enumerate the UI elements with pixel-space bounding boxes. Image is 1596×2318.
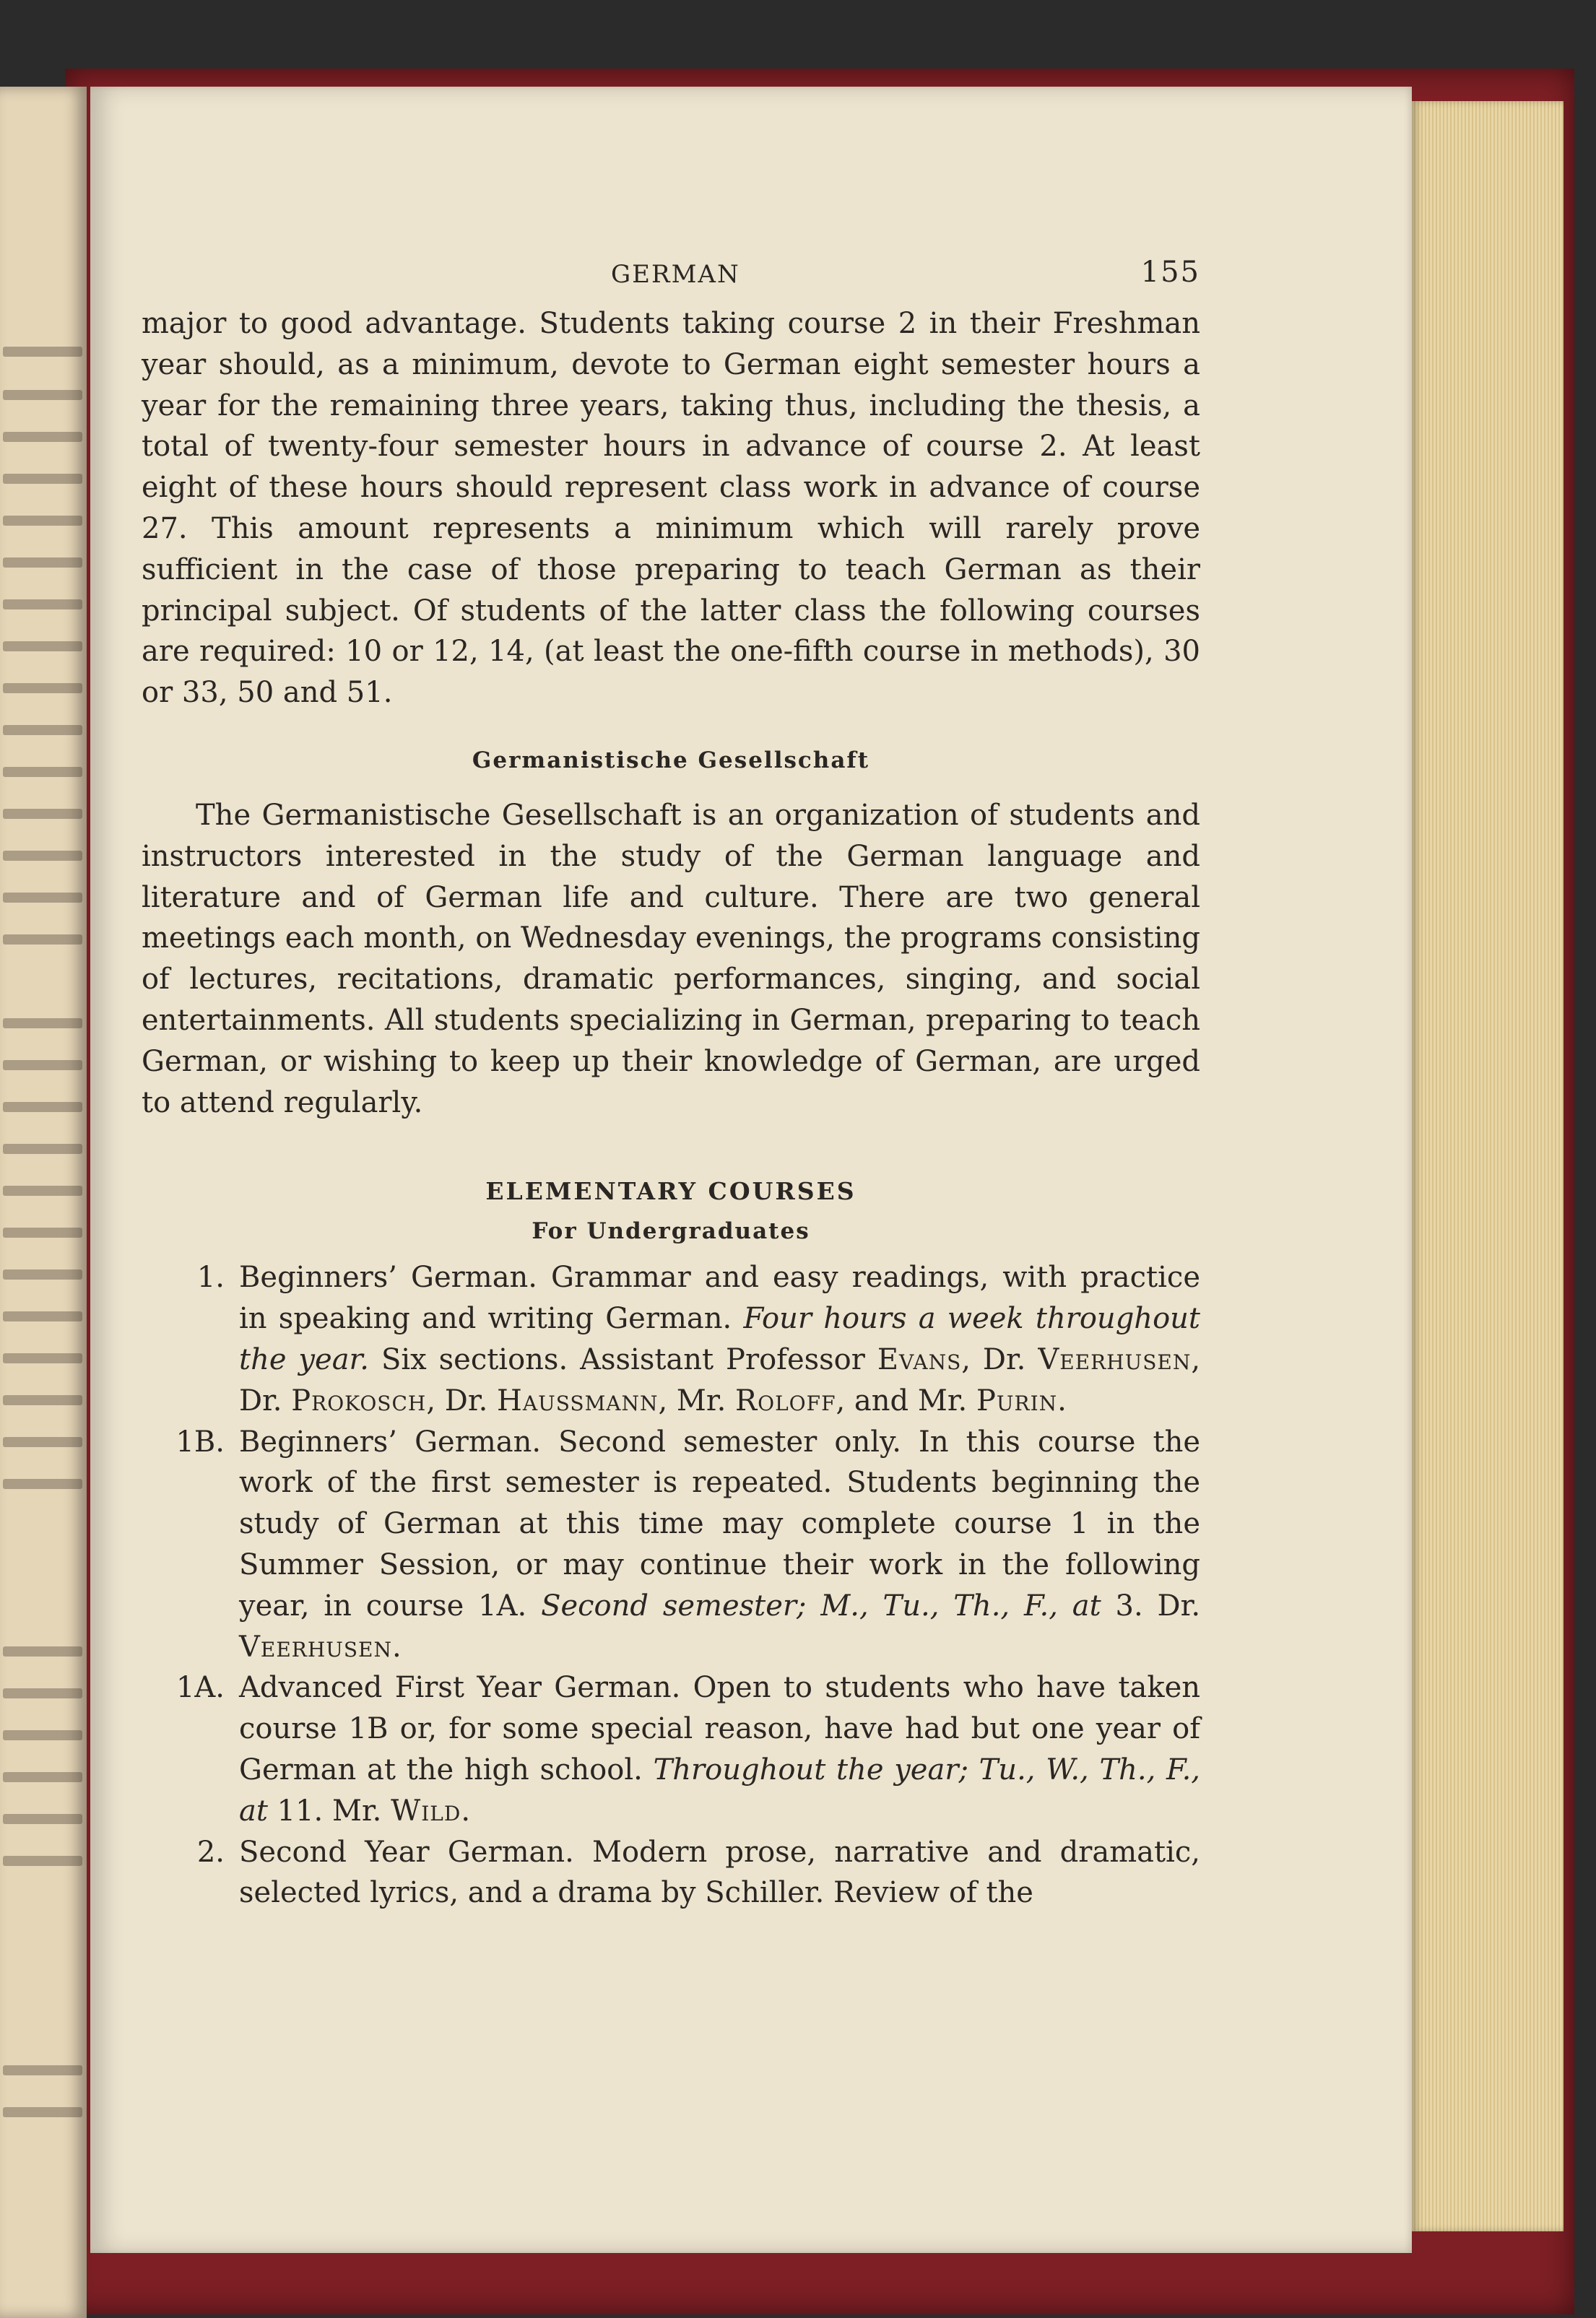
previous-page-edge (0, 87, 87, 2318)
page-content (142, 256, 1201, 1914)
course-entry (142, 1832, 1200, 1914)
ghost-text-line (3, 557, 82, 568)
ghost-text-line (3, 2065, 82, 2075)
ghost-text-line (3, 347, 82, 357)
instructor-name: Wild (391, 1794, 461, 1828)
course-number: 2. (196, 1835, 225, 1869)
separator: , Dr. (239, 1342, 1201, 1418)
ghost-text-line (3, 1269, 82, 1280)
separator: , Dr. (426, 1384, 497, 1418)
ghost-text-line (3, 599, 82, 609)
page-block-edge (1412, 101, 1564, 2231)
course-number: 1. (196, 1261, 225, 1295)
ghost-text-line (3, 1353, 82, 1363)
period: . (391, 1630, 402, 1664)
period: . (1057, 1384, 1067, 1418)
ghost-text-line (3, 1186, 82, 1196)
separator: , Mr. (658, 1384, 736, 1418)
ghost-text-line (3, 683, 82, 693)
instructor-title: Dr. (1157, 1589, 1201, 1623)
ghost-text-line (3, 1395, 82, 1405)
period: . (461, 1794, 471, 1828)
course-description: Second Year German. Modern prose, narrative and dramatic, selected lyrics, and a drama by Schiller. Review of the (239, 1835, 1200, 1910)
separator: , Dr. (961, 1342, 1038, 1376)
ghost-text-line (3, 1060, 82, 1070)
intro-paragraph: major to good advantage. Students taking course 2 in their Freshman year should, as a minimum, devote to German eight semester hours a year for the remaining three years, taking thus, including the thesis, a total of twenty-four semester hours in advance of course 2. At least eight of these hours should represent class work in advance of course 27. This amount represents a minimum which will rarely prove sufficient in the case of those preparing to teach German as their principal subject. Of students of the latter class the following courses are required: 10 or 12, 14, (at least the one-fifth course in methods), 30 or 33, 50 and 51. (142, 307, 1200, 710)
course-description: Beginners’ German. Second semester only. In this course the work of the first semester is repeated. Students beginning the study of German at this time may complete course 1 in the Summer Session, or may continue their work in the following year, in course 1A. (239, 1425, 1200, 1623)
instructor-name: Veerhusen (1038, 1342, 1192, 1376)
course-schedule: Four hours a week throughout the year. (239, 1302, 1200, 1376)
ghost-text-line (3, 809, 82, 819)
ghost-text-line (3, 1144, 82, 1154)
ghost-text-line (3, 390, 82, 400)
ghost-text-line (3, 1772, 82, 1782)
elementary-courses-heading: ELEMENTARY COURSES (485, 1177, 856, 1206)
ghost-text-line (3, 1437, 82, 1447)
ghost-text-line (3, 1730, 82, 1740)
running-head-title: GERMAN (611, 260, 740, 289)
ghost-text-line (3, 851, 82, 861)
ghost-text-line (3, 641, 82, 651)
instructor-name: Purin (976, 1384, 1058, 1418)
instructor-name: Veerhusen (239, 1630, 392, 1664)
course-schedule: Throughout the year; Tu., W., Th., F., at (239, 1753, 1201, 1828)
undergraduates-subheading: For Undergraduates (532, 1218, 810, 1245)
ghost-text-line (3, 1311, 82, 1321)
ghost-text-line (3, 934, 82, 945)
ghost-text-line (3, 893, 82, 903)
course-description: Beginners’ German. Grammar and easy readings, with practice in speaking and writing German. (239, 1261, 1200, 1336)
ghost-text-line (3, 474, 82, 484)
course-hour: 3. (1115, 1589, 1143, 1623)
ghost-text-line (3, 516, 82, 526)
course-number: 1A. (175, 1671, 225, 1705)
instructor-name: Haussmann (497, 1384, 659, 1418)
ghost-text-line (3, 1228, 82, 1238)
ghost-text-line (3, 1856, 82, 1866)
ghost-text-line (3, 1688, 82, 1698)
ghost-text-line (3, 2107, 82, 2117)
ghost-text-line (3, 1646, 82, 1657)
ghost-text-line (3, 1102, 82, 1112)
instructor-name: Prokosch (291, 1384, 427, 1418)
ghost-text-line (3, 1814, 82, 1824)
separator: , and Mr. (836, 1384, 976, 1418)
ghost-text-line (3, 725, 82, 735)
course-entry (142, 1667, 1200, 1831)
course-description: Advanced First Year German. Open to students who have taken course 1B or, for some special reason, have had but one year of German at the high school. (239, 1671, 1200, 1787)
ghost-text-line (3, 1018, 82, 1028)
course-schedule: Second semester; M., Tu., Th., F., at (541, 1589, 1101, 1623)
ghost-text-line (3, 432, 82, 442)
ghost-text-line (3, 767, 82, 777)
course-entry (142, 1422, 1200, 1668)
society-paragraph: The Germanistische Gesellschaft is an organization of students and instructors interested in the study of the German language and literature and of German life and culture. There are two general meetings each month, on Wednesday evenings, the programs consisting of lectures, recitations, dramatic performances, singing, and social entertainments. All students specializing in German, preparing to teach German, or wishing to keep up their knowledge of German, are urged to attend regularly. (142, 798, 1200, 1119)
course-entry (142, 1257, 1200, 1421)
instructor-title: Mr. (331, 1794, 382, 1828)
course-number: 1B. (175, 1425, 225, 1459)
ghost-text-line (3, 1479, 82, 1489)
society-heading: Germanistische Gesellschaft (472, 747, 870, 773)
running-head (142, 256, 1200, 303)
course-sections: Six sections. Assistant Professor (381, 1342, 865, 1376)
course-hour: 11. (277, 1794, 324, 1828)
page-number: 155 (1140, 256, 1200, 289)
instructor-name: Roloff (735, 1384, 836, 1418)
instructor-name: Evans (877, 1342, 962, 1376)
